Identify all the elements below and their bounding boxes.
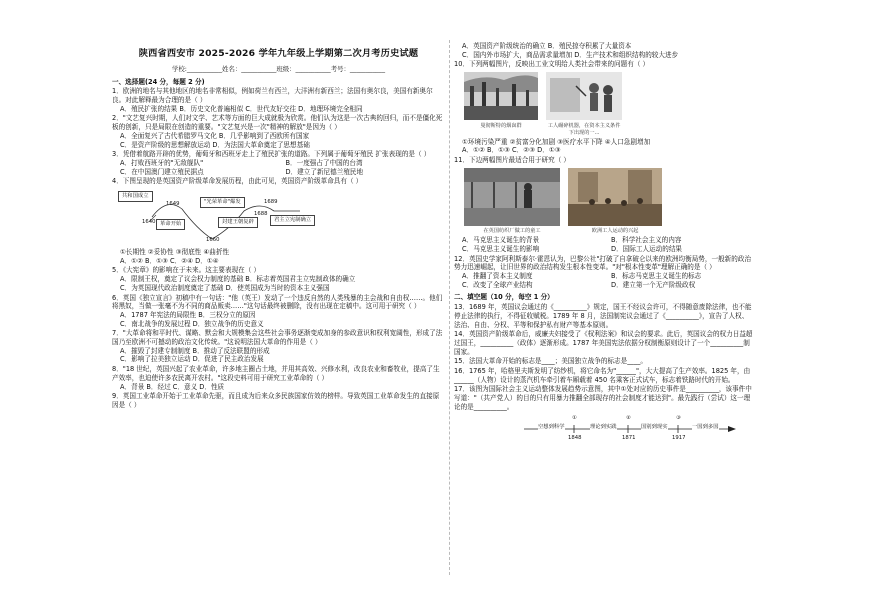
question-8: 8．"18 世纪，英国兴起了农业革命，许多地主圈占土地，并用其高效、兴修水利，改良农业和畜牧业，提高了生产效率，也迫使许多农民离开农村。"这段史料可用于研究工业革命的（ ） [112,365,440,382]
child-labor-photo [464,168,560,226]
caption-workers: 工人碾碎机器，在资本主义条件下出现的一... [547,122,621,136]
q10-images [464,72,754,136]
timeline-year-1917: 1917 [672,434,686,441]
student-info-line: 学校:___________姓名：___________班级：___________考号：___________ [171,65,386,74]
timeline-marker-2: ② [626,414,631,421]
question-17: 17．该图为国际社会主义运动整体发展趋势示意图，其中①处对应的历史事件是__________，该事件中写道："（共产党人）的目的只有用暴力推翻全部现存的社会制度才能达到"。最先践行（尝试）这一理论的是__________。 [454,385,752,411]
q12-option-b: B．标志马克思主义诞生的标志 [611,272,702,281]
q3-option-c: C．在中国澳门建立殖民据点 [120,167,204,176]
year-1649: 1649 [166,201,180,208]
factory-chimneys-image [464,72,538,130]
socialism-timeline [454,416,754,446]
question-5: 5．《大宪章》的影响在于未来。这主要表现在（ ） [112,266,261,275]
section2-title: 二、填空题（10 分，每空 1 分） [454,293,554,302]
label-glorious: "光荣革命"爆发 [200,197,245,208]
question-16: 16．1765 年，哈格里夫斯发明了纺纱机，将它命名为"______"，大大提高了生产效率。1825 年，由______（人物）设计的蒸汽机车牵引着车厢载着 450 名乘客正式试车，标志着铁路时代的开始。 [454,367,751,384]
q11-images [464,168,754,236]
q11-option-b: B．科学社会主义的内容 [611,236,682,245]
q5-options-cd: C．为英国现代政治制度奠定了基础 D．使英国成为当时的资本主义强国 [120,283,330,292]
q2-options-ab: A．全面复兴了古代希腊罗马文化 B．几乎影响到了西欧所有国家 [120,131,310,140]
timeline-segment-2: 理论到实践 [590,423,617,430]
label-republic: 共和国成立 [118,191,153,202]
q7-options-cd: C．影响了拉美独立运动 D．促进了民主政治发展 [120,355,264,364]
workers-machines-image [546,72,622,136]
column-divider [449,40,450,575]
year-1640: 1640 [142,219,156,226]
q11-option-a: A．马克思主义诞生的背景 [462,236,540,245]
caption-workers-movement: 欧洲工人运动的兴起 [591,228,639,235]
question-7: 7．"大革命将和平时代、谋略、默会和大规模集会这些社会事务逐渐变成加身的参政意识和权利宽阔性，形成了法国乃至欧洲不可撼动的政治文化传统。"这说明法国大革命的作用是（ ） [112,329,443,347]
question-3: 3．凭借着航路开辟的优势，葡萄牙和西班牙走上了殖民扩张的道路。下列属于葡萄牙殖民 扩张表现的是（ ） [112,150,431,159]
q11-option-c: C．马克思主义诞生的影响 [462,244,540,253]
factory-chimneys-illustration [464,72,538,120]
question-12: 12．英国史学家阿利斯泰尔·霍恩认为，巴黎公社"打破了自拿破仑以来的欧洲均衡局势，一般新的政治势力迅速崛起，让旧世界的政治结构发生根本性变革。"对"根本性变革"理解正确的是（ ） [454,254,752,272]
section1-title: 一、选择题(24 分，每题 2 分) [112,77,205,86]
q7-options-ab: A．摧毁了封建专制制度 B．推动了反法联盟的形成 [120,346,270,355]
q5-options-ab: A．限制王权，奠定了议会权力制度的基础 B．标志着英国君主立宪制政体的确立 [120,275,356,284]
q8-options: A．背景 B．经过 C．意义 D．性质 [120,382,225,391]
q9-options-ab: A．英国资产阶级统治的确立 B．殖民掠夺积累了大量资本 [462,42,632,50]
caption-chimneys: 曼彻斯特的烟囱群 [480,122,522,129]
caption-child-labor: 在英国纺织厂做工的童工 [483,228,541,235]
q10-options: A．①② B．①③ C．②③ D．①③ [462,146,561,155]
question-11: 11．下边两幅图片最适合用于研究（ ） [454,155,570,164]
label-restoration: 封建王朝复辟 [218,217,258,228]
left-column [112,0,445,410]
question-2: 2．"文艺复兴时期，人们对文学、艺术等方面的巨大成就极为欣赏。他们认为这是一次古典的回归，而不是僵化死板的创新，只是局限在创造的重要。"文艺复兴是一次"精神的解放"是因为（ ） [112,114,443,132]
question-4: 4．下图呈现的是英国资产阶级革命发展历程，由此可见，英国资产阶级革命具有（ ） [112,177,363,186]
timeline-segment-3: 国别到现实 [641,423,668,430]
q11-options [454,236,754,253]
question-9: 9．英国工业革命开始于工业革命先驱，而且成为后来众多民族国家仿效的榜样。导致英国工业革命发生的直接原因是（ ） [112,392,440,409]
q12-option-a: A．推翻了资本主义制度 [462,272,533,281]
question-15: 15．法国大革命开始的标志是____；美国独立战争的标志是____。 [454,357,648,366]
question-6: 6．英国《独立宣言》初稿中有一句话："他（英王）发动了一个违反自然的人类残暴的主会战和自由权……。他们将黑奴，当做一张毫不为不同的商品贩卖……"这句话最终被删除，没有出现在定稿中。这可用于研究（ ） [112,293,443,311]
revolution-diagram [112,189,445,245]
question-1: 1．欧洲的地名与其他地区的地名非常相似，例如荷兰有西兰，大洋洲有新西兰；法国有奥尔良，美国有新奥尔良。对此解释最为合理的是（ ） [112,87,433,104]
timeline-marker-3: ③ [676,414,681,421]
q4-options: A．①② B．①③ C．②④ D．①④ [120,256,219,265]
timeline-year-1848: 1848 [568,434,582,441]
question-10: 10．下列两幅图片，反映出工业文明给人类社会带来的问题有（ ） [454,60,650,69]
timeline-segment-4: 一国到多国 [692,423,719,430]
q12-options [454,272,754,289]
q3-option-a: A．打败西班牙的"无敌舰队" [120,158,204,167]
right-column [454,42,754,446]
timeline-marker-1: ① [572,414,577,421]
q11-option-d: D．国际工人运动的结果 [611,244,683,253]
question-13: 13．1689 年，英国议会通过的《__________》规定，国王不经议会许可，不得随意废除法律，也不能停止法律的执行，不得征收赋税。1789 年 8 月，法国制宪议会通过了《__________》，宣告了人权、法治、自由、分权、平等和保护私有财产等基本原则。 [454,303,752,329]
workers-movement-photo [568,168,662,226]
q12-option-c: C．改变了全球产业结构 [462,280,533,289]
workers-movement-image [568,168,662,236]
q3-option-d: D．建立了新尼德兰殖民地 [285,167,364,176]
label-constitutional: 君主立宪制确立 [270,215,315,226]
year-1688: 1688 [254,211,268,218]
q2-options-cd: C．是资产阶级的思想解放运动 D．为法国大革命奠定了思想基础 [120,140,310,149]
q12-option-d: D．建立第一个无产阶级政权 [611,280,696,289]
workers-machines-illustration [546,72,622,120]
q3-option-b: B．一度强占了中国的台湾 [285,158,363,167]
exam-title: 陕西省西安市 2025-2026 学年九年级上学期第二次月考历史试题 [138,48,419,59]
q6-options-ab: A．1787 年宪法的局限性 B．三权分立的原因 [120,310,256,319]
timeline-segment-1: 空想到科学 [538,423,565,430]
q4-statements: ①长期性 ②妥协性 ③彻底性 ④曲折性 [120,248,230,257]
child-labor-image [464,168,560,236]
label-revolution-start: 革命开始 [156,219,185,230]
q1-options: A．殖民扩张的结果 B．历史文化普遍相似 C．世代友好交往 D．地理环境完全相同 [120,104,363,113]
year-1689: 1689 [264,199,278,206]
q10-statements: ①环境污染严重 ②贫富分化加剧 ③医疗水平下降 ④人口急剧增加 [462,137,651,146]
timeline-year-1871: 1871 [622,434,636,441]
question-14: 14．英国资产阶级革命后，威廉夫妇接受了《权利法案》和议会的要求。此后，英国议会的权力日益超过国王，__________（政体）逐渐形成。1787 年美国宪法依据分权制衡原则设计了一个__________制国家。 [454,330,753,356]
q9-options-cd: C．国内外市场扩大，商品需求量增加 D．生产技术和组织结构的较大进步 [462,50,679,59]
q3-options [112,159,445,176]
year-1660: 1660 [206,237,220,244]
q6-options-cd: C．南北战争的发展过程 D．独立战争的历史意义 [120,319,264,328]
